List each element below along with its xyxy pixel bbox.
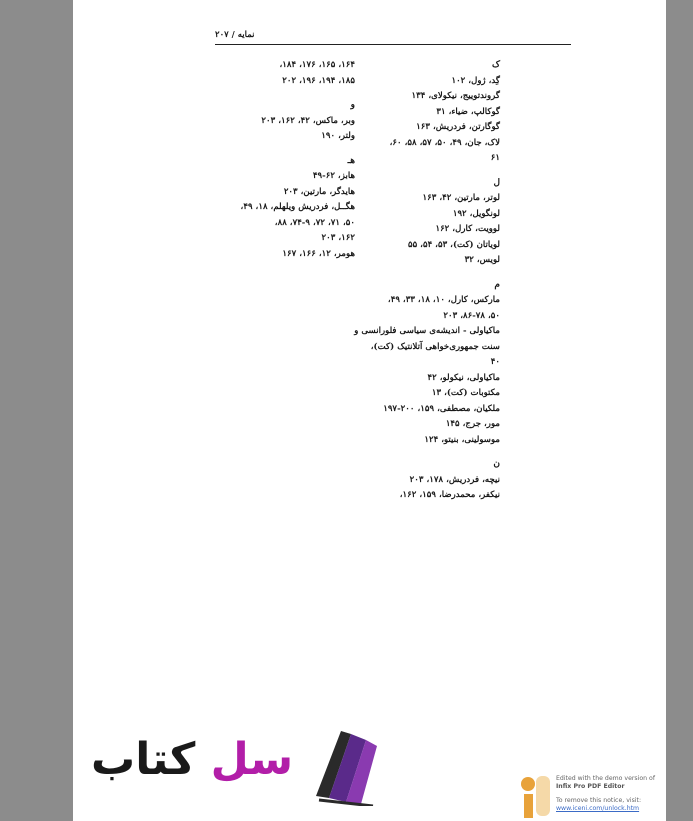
index-entry: موسولینی، بنیتو، ۱۲۴ bbox=[424, 434, 500, 445]
watermark-line-2: Infix Pro PDF Editor bbox=[556, 783, 625, 790]
index-entry: ۱۸۵، ۱۹۴، ۱۹۶، ۲۰۲ bbox=[282, 75, 355, 86]
index-entry: گِد، ژول، ۱۰۲ bbox=[451, 75, 500, 86]
index-section-letter: ن bbox=[493, 459, 500, 469]
document-page bbox=[73, 0, 666, 821]
index-entry: لوتر، مارتین، ۴۲، ۱۶۳ bbox=[422, 193, 500, 203]
watermark-link[interactable]: www.iceni.com/unlock.htm bbox=[556, 805, 640, 812]
index-entry: نیکفر، محمدرضا، ۱۵۹، ۱۶۲، bbox=[399, 490, 500, 500]
editor-watermark bbox=[518, 772, 668, 820]
index-entry: لونگویل، ۱۹۲ bbox=[452, 208, 500, 219]
index-entry: لویس، ۳۲ bbox=[464, 255, 500, 265]
index-entry: ۵۰، ۷۱، ۷۲، ۷۴-۹، ۸۸، bbox=[274, 217, 355, 228]
index-column-left bbox=[215, 58, 355, 262]
index-entry: هومر، ۱۲، ۱۶۶، ۱۶۷ bbox=[282, 248, 355, 259]
book-icon bbox=[311, 726, 381, 806]
site-logo bbox=[91, 726, 381, 810]
watermark-line-1: Edited with the demo version of bbox=[556, 775, 656, 782]
viewer-background-right bbox=[666, 0, 693, 821]
section-gap bbox=[215, 145, 355, 154]
index-entry: ۵۰، ۸۶-۷۸، ۲۰۳ bbox=[443, 310, 500, 321]
section-gap bbox=[215, 89, 355, 98]
index-entry: ولتر، ۱۹۰ bbox=[321, 131, 355, 141]
index-section-letter: و bbox=[350, 100, 355, 110]
index-entry: وبر، ماکس، ۴۲، ۱۶۲، ۲۰۳ bbox=[261, 115, 355, 126]
logo-text bbox=[91, 734, 293, 785]
index-entry: هابز، ۶۲-۴۹ bbox=[312, 171, 355, 181]
index-entry: گوگارتن، فردریش، ۱۶۳ bbox=[416, 122, 500, 132]
index-entry: گوکالپ، ضیاء، ۳۱ bbox=[436, 106, 500, 117]
index-entry: نیچه، فردریش، ۱۷۸، ۲۰۳ bbox=[409, 474, 500, 485]
index-section-letter: ک bbox=[491, 60, 500, 70]
index-entry: مکتوبات (کت)، ۱۳ bbox=[431, 388, 500, 398]
section-gap bbox=[365, 448, 500, 457]
index-section-letter: ل bbox=[493, 177, 500, 188]
index-entry: هگــل، فردریش ویلهلم، ۱۸، ۴۹، bbox=[240, 202, 355, 212]
section-gap bbox=[365, 269, 500, 278]
index-entry: ماکیاولی - اندیشه‌ی سیاسی فلورانسی و bbox=[354, 326, 500, 336]
page-header bbox=[215, 30, 571, 45]
index-section-letter: م bbox=[494, 279, 500, 290]
index-entry: لاک، جان، ۴۹، ۵۰، ۵۷، ۵۸، ۶۰، bbox=[389, 137, 500, 148]
infix-logo-icon bbox=[518, 774, 552, 820]
index-entry: سنت جمهوری‌خواهی آتلانتیک (کت)، bbox=[370, 341, 500, 352]
index-section-letter: هـ bbox=[347, 155, 355, 166]
index-entry: مارکس، کارل، ۱۰، ۱۸، ۳۳، ۴۹، bbox=[387, 295, 500, 305]
index-entry: مور، جرج، ۱۴۵ bbox=[445, 419, 500, 429]
viewer-background-left bbox=[0, 0, 73, 821]
index-entry: ۱۶۴، ۱۶۵، ۱۷۶، ۱۸۴، bbox=[279, 60, 355, 70]
watermark-line-3: To remove this notice, visit: bbox=[556, 797, 642, 804]
page-header-label: نمایه / ۲۰۷ bbox=[215, 30, 255, 40]
index-entry: ماکیاولی، نیکولو، ۴۲ bbox=[427, 372, 500, 383]
section-gap bbox=[365, 167, 500, 176]
index-entry: ملکیان، مصطفی، ۱۵۹، ۲۰۰-۱۹۷ bbox=[383, 403, 500, 414]
watermark-text bbox=[556, 775, 655, 813]
index-entry: گروندتوییج، نیکولای، ۱۳۴ bbox=[411, 91, 500, 101]
index-entry: ۴۰ bbox=[490, 357, 500, 367]
index-entry: لویاتان (کت)، ۵۳، ۵۴، ۵۵ bbox=[407, 239, 500, 250]
index-entry: ۱۶۲، ۲۰۳ bbox=[321, 233, 355, 243]
index-entry: هایدگر، مارتین، ۲۰۳ bbox=[283, 186, 355, 197]
index-entry: لوویت، کارل، ۱۶۲ bbox=[435, 224, 500, 234]
logo-text-dark: کتاب bbox=[91, 734, 196, 785]
index-entry: ۶۱ bbox=[490, 153, 500, 163]
logo-text-purple: سل bbox=[210, 734, 294, 785]
index-column-right bbox=[354, 58, 500, 504]
